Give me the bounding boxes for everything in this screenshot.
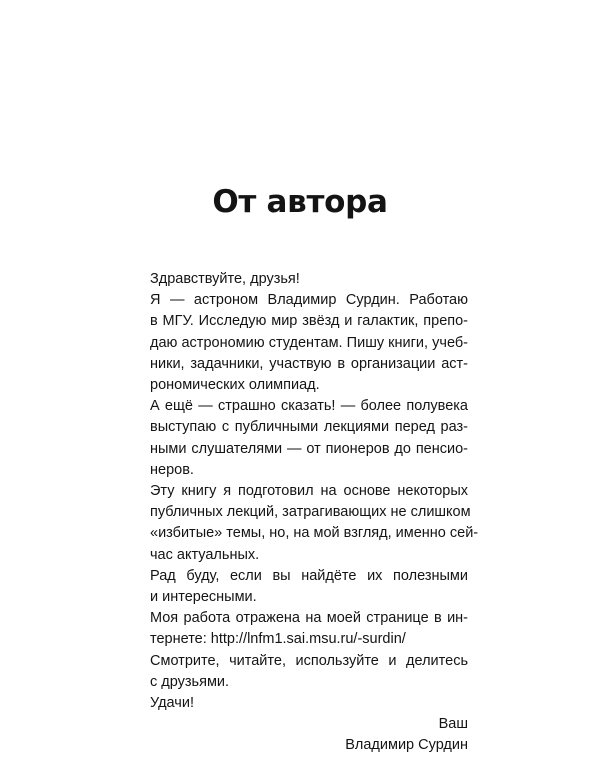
page-title: От автора [212, 184, 388, 220]
text-line: рономических олимпиад. [150, 377, 320, 394]
text-line: Моя работа отражена на моей странице в ин- [150, 610, 468, 627]
signature-name: Владимир Сурдин [345, 737, 468, 754]
paragraph-lectures [131, 396, 468, 481]
text-line: выступаю с публичными лекциями перед раз- [150, 419, 468, 436]
text-line: А ещё — страшно сказать! — более полувека [150, 398, 468, 415]
text-line: Я — астроном Владимир Сурдин. Работаю [150, 292, 468, 309]
signature-salutation: Ваш [438, 716, 468, 733]
paragraph-hope [131, 566, 468, 608]
text-line: публичных лекций, затрагивающих не слишком [150, 504, 471, 521]
paragraph-intro [131, 290, 468, 396]
paragraph-book [131, 481, 479, 566]
text-line: Смотрите, читайте, используйте и делитесь [150, 652, 468, 669]
text-line: с друзьями. [150, 673, 230, 690]
paragraph-website [131, 608, 468, 650]
text-line: в МГУ. Исследую мир звёзд и галактик, препо- [150, 313, 468, 330]
text-line: тернете: http://lnfm1.sai.msu.ru/-surdin/ [150, 631, 406, 648]
paragraph-greeting [131, 269, 468, 290]
text-line: Эту книгу я подготовил на основе некоторых [150, 483, 468, 500]
paragraph-farewell [131, 693, 468, 714]
text-line: Удачи! [150, 695, 194, 712]
text-line: час актуальных. [150, 546, 260, 563]
text-line: «избитые» темы, но, на мой взгляд, именно сей- [150, 525, 479, 542]
text-line: Рад буду, если вы найдёте их полезными [150, 567, 468, 584]
text-line: и интересными. [150, 589, 257, 606]
preface-text [131, 269, 479, 757]
text-line: ники, задачники, участвую в организации аст- [150, 355, 468, 372]
text-line: ными слушателями — от пионеров до пенсио- [150, 440, 468, 457]
text-line: неров. [150, 461, 194, 478]
text-line: Здравствуйте, друзья! [150, 271, 300, 287]
author-signature [131, 714, 468, 756]
text-line: даю астрономию студентам. Пишу книги, учеб- [150, 334, 468, 351]
paragraph-share [131, 651, 468, 693]
